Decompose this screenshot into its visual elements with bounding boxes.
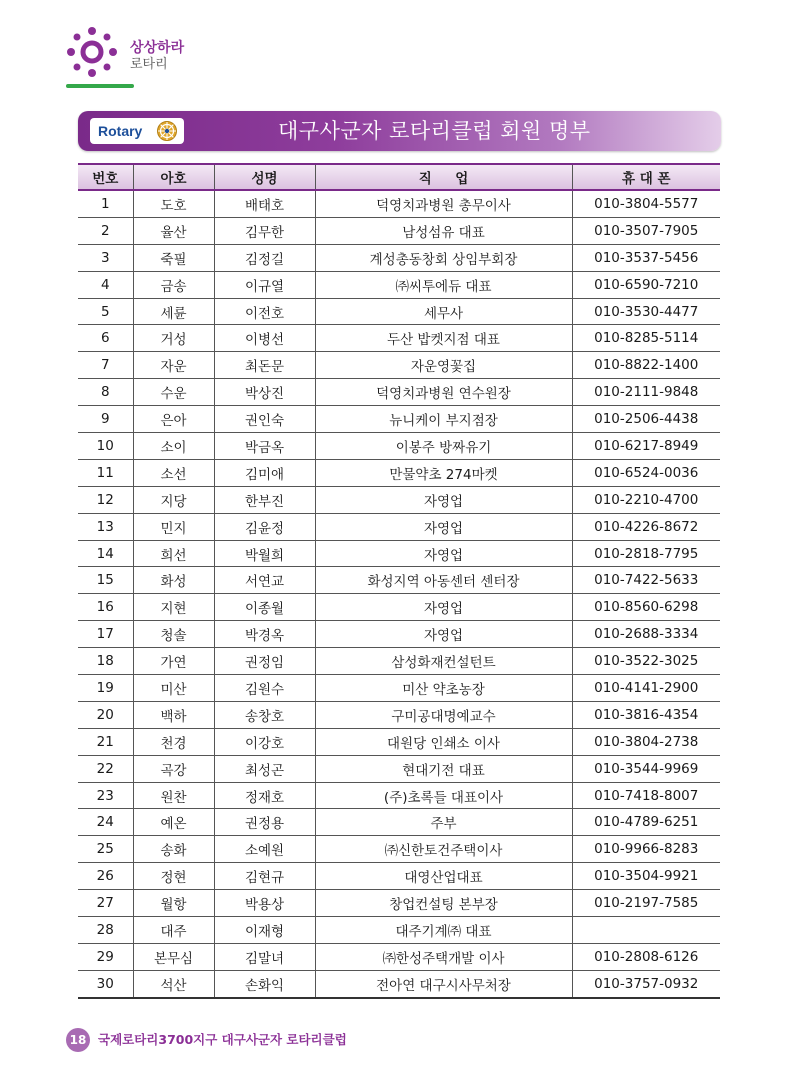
mobile-cell: 010-2688-3334 bbox=[572, 621, 720, 648]
table-row bbox=[78, 863, 720, 890]
pen-name-cell: 거성 bbox=[133, 325, 214, 352]
row-number: 9 bbox=[78, 406, 133, 433]
table-header-row bbox=[78, 164, 720, 190]
header-mobile: 휴 대 폰 bbox=[572, 164, 720, 190]
mobile-cell: 010-3507-7905 bbox=[572, 217, 720, 244]
footer-club-name: 국제로타리3700지구 대구사군자 로타리클럽 bbox=[98, 1032, 347, 1047]
row-number: 7 bbox=[78, 352, 133, 379]
mobile-cell: 010-3544-9969 bbox=[572, 755, 720, 782]
pen-name-cell: 정현 bbox=[133, 863, 214, 890]
rotary-label: Rotary bbox=[98, 123, 143, 139]
name-cell: 서연교 bbox=[214, 567, 315, 594]
occupation-cell: 계성총동창회 상임부회장 bbox=[315, 244, 572, 271]
table-row bbox=[78, 782, 720, 809]
table-row bbox=[78, 594, 720, 621]
name-cell: 배태호 bbox=[214, 190, 315, 217]
table-row bbox=[78, 459, 720, 486]
table-row bbox=[78, 271, 720, 298]
row-number: 8 bbox=[78, 379, 133, 406]
header-pen-name: 아호 bbox=[133, 164, 214, 190]
pen-name-cell: 소이 bbox=[133, 433, 214, 460]
name-cell: 김원수 bbox=[214, 675, 315, 702]
pen-name-cell: 석산 bbox=[133, 970, 214, 997]
table-row bbox=[78, 648, 720, 675]
occupation-cell: 창업컨설팅 본부장 bbox=[315, 890, 572, 917]
title-banner bbox=[78, 111, 721, 151]
occupation-cell: 자영업 bbox=[315, 486, 572, 513]
pen-name-cell: 가연 bbox=[133, 648, 214, 675]
mobile-cell: 010-2506-4438 bbox=[572, 406, 720, 433]
mobile-cell: 010-2818-7795 bbox=[572, 540, 720, 567]
table-row bbox=[78, 675, 720, 702]
member-roster-table bbox=[78, 163, 720, 999]
occupation-cell: 이봉주 방짜유기 bbox=[315, 433, 572, 460]
pen-name-cell: 금송 bbox=[133, 271, 214, 298]
mobile-cell: 010-2197-7585 bbox=[572, 890, 720, 917]
occupation-cell: 현대기전 대표 bbox=[315, 755, 572, 782]
occupation-cell: 삼성화재컨설턴트 bbox=[315, 648, 572, 675]
row-number: 4 bbox=[78, 271, 133, 298]
brand-logo bbox=[66, 26, 196, 96]
table-row bbox=[78, 755, 720, 782]
header-number: 번호 bbox=[78, 164, 133, 190]
header-name: 성명 bbox=[214, 164, 315, 190]
logo-title: 상상하라 bbox=[130, 40, 185, 56]
name-cell: 이강호 bbox=[214, 728, 315, 755]
mobile-cell: 010-3504-9921 bbox=[572, 863, 720, 890]
occupation-cell: 자운영꽃집 bbox=[315, 352, 572, 379]
table-row bbox=[78, 217, 720, 244]
pen-name-cell: 본무심 bbox=[133, 943, 214, 970]
table-row bbox=[78, 433, 720, 460]
table-row bbox=[78, 406, 720, 433]
pen-name-cell: 지현 bbox=[133, 594, 214, 621]
mobile-cell: 010-2808-6126 bbox=[572, 943, 720, 970]
occupation-cell: 자영업 bbox=[315, 621, 572, 648]
pen-name-cell: 자운 bbox=[133, 352, 214, 379]
occupation-cell: 세무사 bbox=[315, 298, 572, 325]
name-cell: 소예원 bbox=[214, 836, 315, 863]
pen-name-cell: 소선 bbox=[133, 459, 214, 486]
pen-name-cell: 죽필 bbox=[133, 244, 214, 271]
row-number: 3 bbox=[78, 244, 133, 271]
mobile-cell: 010-2111-9848 bbox=[572, 379, 720, 406]
table-row bbox=[78, 621, 720, 648]
mobile-cell: 010-3804-5577 bbox=[572, 190, 720, 217]
table-row bbox=[78, 513, 720, 540]
pen-name-cell: 은아 bbox=[133, 406, 214, 433]
occupation-cell: 뉴니케이 부지점장 bbox=[315, 406, 572, 433]
name-cell: 이규열 bbox=[214, 271, 315, 298]
name-cell: 권정임 bbox=[214, 648, 315, 675]
table-row bbox=[78, 567, 720, 594]
name-cell: 김윤정 bbox=[214, 513, 315, 540]
occupation-cell: 주부 bbox=[315, 809, 572, 836]
table-row bbox=[78, 970, 720, 997]
occupation-cell: 만물약초 274마켓 bbox=[315, 459, 572, 486]
mobile-cell: 010-3522-3025 bbox=[572, 648, 720, 675]
pen-name-cell: 희선 bbox=[133, 540, 214, 567]
name-cell: 김말녀 bbox=[214, 943, 315, 970]
pen-name-cell: 화성 bbox=[133, 567, 214, 594]
name-cell: 박경옥 bbox=[214, 621, 315, 648]
table-row bbox=[78, 540, 720, 567]
name-cell: 박용상 bbox=[214, 890, 315, 917]
mobile-cell: 010-8822-1400 bbox=[572, 352, 720, 379]
mobile-cell: 010-4141-2900 bbox=[572, 675, 720, 702]
occupation-cell: ㈜씨투에듀 대표 bbox=[315, 271, 572, 298]
pen-name-cell: 백하 bbox=[133, 701, 214, 728]
row-number: 11 bbox=[78, 459, 133, 486]
table-row bbox=[78, 943, 720, 970]
mobile-cell: 010-3804-2738 bbox=[572, 728, 720, 755]
occupation-cell: 전아연 대구시사무처장 bbox=[315, 970, 572, 997]
occupation-cell: 남성섬유 대표 bbox=[315, 217, 572, 244]
pen-name-cell: 미산 bbox=[133, 675, 214, 702]
page-number-badge bbox=[66, 1028, 90, 1052]
pen-name-cell: 민지 bbox=[133, 513, 214, 540]
row-number: 20 bbox=[78, 701, 133, 728]
rotary-wheel-icon bbox=[156, 120, 178, 142]
occupation-cell: ㈜신한토건주택이사 bbox=[315, 836, 572, 863]
pen-name-cell: 지당 bbox=[133, 486, 214, 513]
row-number: 25 bbox=[78, 836, 133, 863]
mobile-cell: 010-3537-5456 bbox=[572, 244, 720, 271]
name-cell: 김정길 bbox=[214, 244, 315, 271]
table-row bbox=[78, 379, 720, 406]
occupation-cell: 자영업 bbox=[315, 540, 572, 567]
occupation-cell: 자영업 bbox=[315, 594, 572, 621]
pen-name-cell: 예온 bbox=[133, 809, 214, 836]
row-number: 15 bbox=[78, 567, 133, 594]
mobile-cell: 010-3530-4477 bbox=[572, 298, 720, 325]
name-cell: 이재형 bbox=[214, 917, 315, 944]
table-row bbox=[78, 325, 720, 352]
pen-name-cell: 천경 bbox=[133, 728, 214, 755]
row-number: 29 bbox=[78, 943, 133, 970]
pen-name-cell: 대주 bbox=[133, 917, 214, 944]
mobile-cell: 010-4789-6251 bbox=[572, 809, 720, 836]
occupation-cell: 대주기계㈜ 대표 bbox=[315, 917, 572, 944]
occupation-cell: 덕영치과병원 연수원장 bbox=[315, 379, 572, 406]
mobile-cell: 010-7418-8007 bbox=[572, 782, 720, 809]
mobile-cell bbox=[572, 917, 720, 944]
occupation-cell: 두산 밥켓지점 대표 bbox=[315, 325, 572, 352]
row-number: 1 bbox=[78, 190, 133, 217]
row-number: 17 bbox=[78, 621, 133, 648]
row-number: 14 bbox=[78, 540, 133, 567]
mobile-cell: 010-4226-8672 bbox=[572, 513, 720, 540]
name-cell: 최돈문 bbox=[214, 352, 315, 379]
occupation-cell: 미산 약초농장 bbox=[315, 675, 572, 702]
name-cell: 한부진 bbox=[214, 486, 315, 513]
occupation-cell: 대영산업대표 bbox=[315, 863, 572, 890]
row-number: 26 bbox=[78, 863, 133, 890]
row-number: 22 bbox=[78, 755, 133, 782]
occupation-cell: (주)초록들 대표이사 bbox=[315, 782, 572, 809]
row-number: 6 bbox=[78, 325, 133, 352]
occupation-cell: ㈜한성주택개발 이사 bbox=[315, 943, 572, 970]
table-row bbox=[78, 298, 720, 325]
mobile-cell: 010-7422-5633 bbox=[572, 567, 720, 594]
flower-icon bbox=[66, 26, 118, 78]
logo-underline bbox=[66, 84, 134, 88]
mobile-cell: 010-9966-8283 bbox=[572, 836, 720, 863]
header-occupation: 직 업 bbox=[315, 164, 572, 190]
row-number: 2 bbox=[78, 217, 133, 244]
occupation-cell: 대원당 인쇄소 이사 bbox=[315, 728, 572, 755]
rotary-badge bbox=[90, 118, 184, 144]
name-cell: 박상진 bbox=[214, 379, 315, 406]
name-cell: 송창호 bbox=[214, 701, 315, 728]
pen-name-cell: 도호 bbox=[133, 190, 214, 217]
name-cell: 김현규 bbox=[214, 863, 315, 890]
mobile-cell: 010-6524-0036 bbox=[572, 459, 720, 486]
row-number: 12 bbox=[78, 486, 133, 513]
row-number: 13 bbox=[78, 513, 133, 540]
name-cell: 김미애 bbox=[214, 459, 315, 486]
table-body bbox=[78, 190, 720, 998]
table-row bbox=[78, 917, 720, 944]
table-row bbox=[78, 836, 720, 863]
table-row bbox=[78, 352, 720, 379]
name-cell: 박금옥 bbox=[214, 433, 315, 460]
pen-name-cell: 율산 bbox=[133, 217, 214, 244]
row-number: 18 bbox=[78, 648, 133, 675]
mobile-cell: 010-8285-5114 bbox=[572, 325, 720, 352]
pen-name-cell: 곡강 bbox=[133, 755, 214, 782]
name-cell: 정재호 bbox=[214, 782, 315, 809]
pen-name-cell: 원찬 bbox=[133, 782, 214, 809]
name-cell: 권인숙 bbox=[214, 406, 315, 433]
name-cell: 최성곤 bbox=[214, 755, 315, 782]
occupation-cell: 덕영치과병원 총무이사 bbox=[315, 190, 572, 217]
table-row bbox=[78, 809, 720, 836]
pen-name-cell: 수운 bbox=[133, 379, 214, 406]
table-row bbox=[78, 728, 720, 755]
row-number: 5 bbox=[78, 298, 133, 325]
pen-name-cell: 월항 bbox=[133, 890, 214, 917]
occupation-cell: 자영업 bbox=[315, 513, 572, 540]
mobile-cell: 010-3816-4354 bbox=[572, 701, 720, 728]
row-number: 30 bbox=[78, 970, 133, 997]
name-cell: 박월희 bbox=[214, 540, 315, 567]
name-cell: 손화익 bbox=[214, 970, 315, 997]
mobile-cell: 010-2210-4700 bbox=[572, 486, 720, 513]
table-row bbox=[78, 890, 720, 917]
pen-name-cell: 청솔 bbox=[133, 621, 214, 648]
table-row bbox=[78, 244, 720, 271]
row-number: 21 bbox=[78, 728, 133, 755]
name-cell: 권정용 bbox=[214, 809, 315, 836]
row-number: 27 bbox=[78, 890, 133, 917]
row-number: 24 bbox=[78, 809, 133, 836]
mobile-cell: 010-6590-7210 bbox=[572, 271, 720, 298]
mobile-cell: 010-6217-8949 bbox=[572, 433, 720, 460]
table-row bbox=[78, 486, 720, 513]
page-number: 18 bbox=[69, 1033, 87, 1047]
row-number: 28 bbox=[78, 917, 133, 944]
row-number: 10 bbox=[78, 433, 133, 460]
pen-name-cell: 세륜 bbox=[133, 298, 214, 325]
row-number: 19 bbox=[78, 675, 133, 702]
table-row bbox=[78, 701, 720, 728]
name-cell: 이전호 bbox=[214, 298, 315, 325]
table-row bbox=[78, 190, 720, 217]
name-cell: 이병선 bbox=[214, 325, 315, 352]
occupation-cell: 구미공대명예교수 bbox=[315, 701, 572, 728]
name-cell: 이종월 bbox=[214, 594, 315, 621]
page-title: 대구사군자 로타리클럽 회원 명부 bbox=[278, 119, 591, 143]
name-cell: 김무한 bbox=[214, 217, 315, 244]
logo-subtitle: 로타리 bbox=[130, 57, 168, 72]
mobile-cell: 010-8560-6298 bbox=[572, 594, 720, 621]
occupation-cell: 화성지역 아동센터 센터장 bbox=[315, 567, 572, 594]
pen-name-cell: 송화 bbox=[133, 836, 214, 863]
mobile-cell: 010-3757-0932 bbox=[572, 970, 720, 997]
row-number: 16 bbox=[78, 594, 133, 621]
row-number: 23 bbox=[78, 782, 133, 809]
